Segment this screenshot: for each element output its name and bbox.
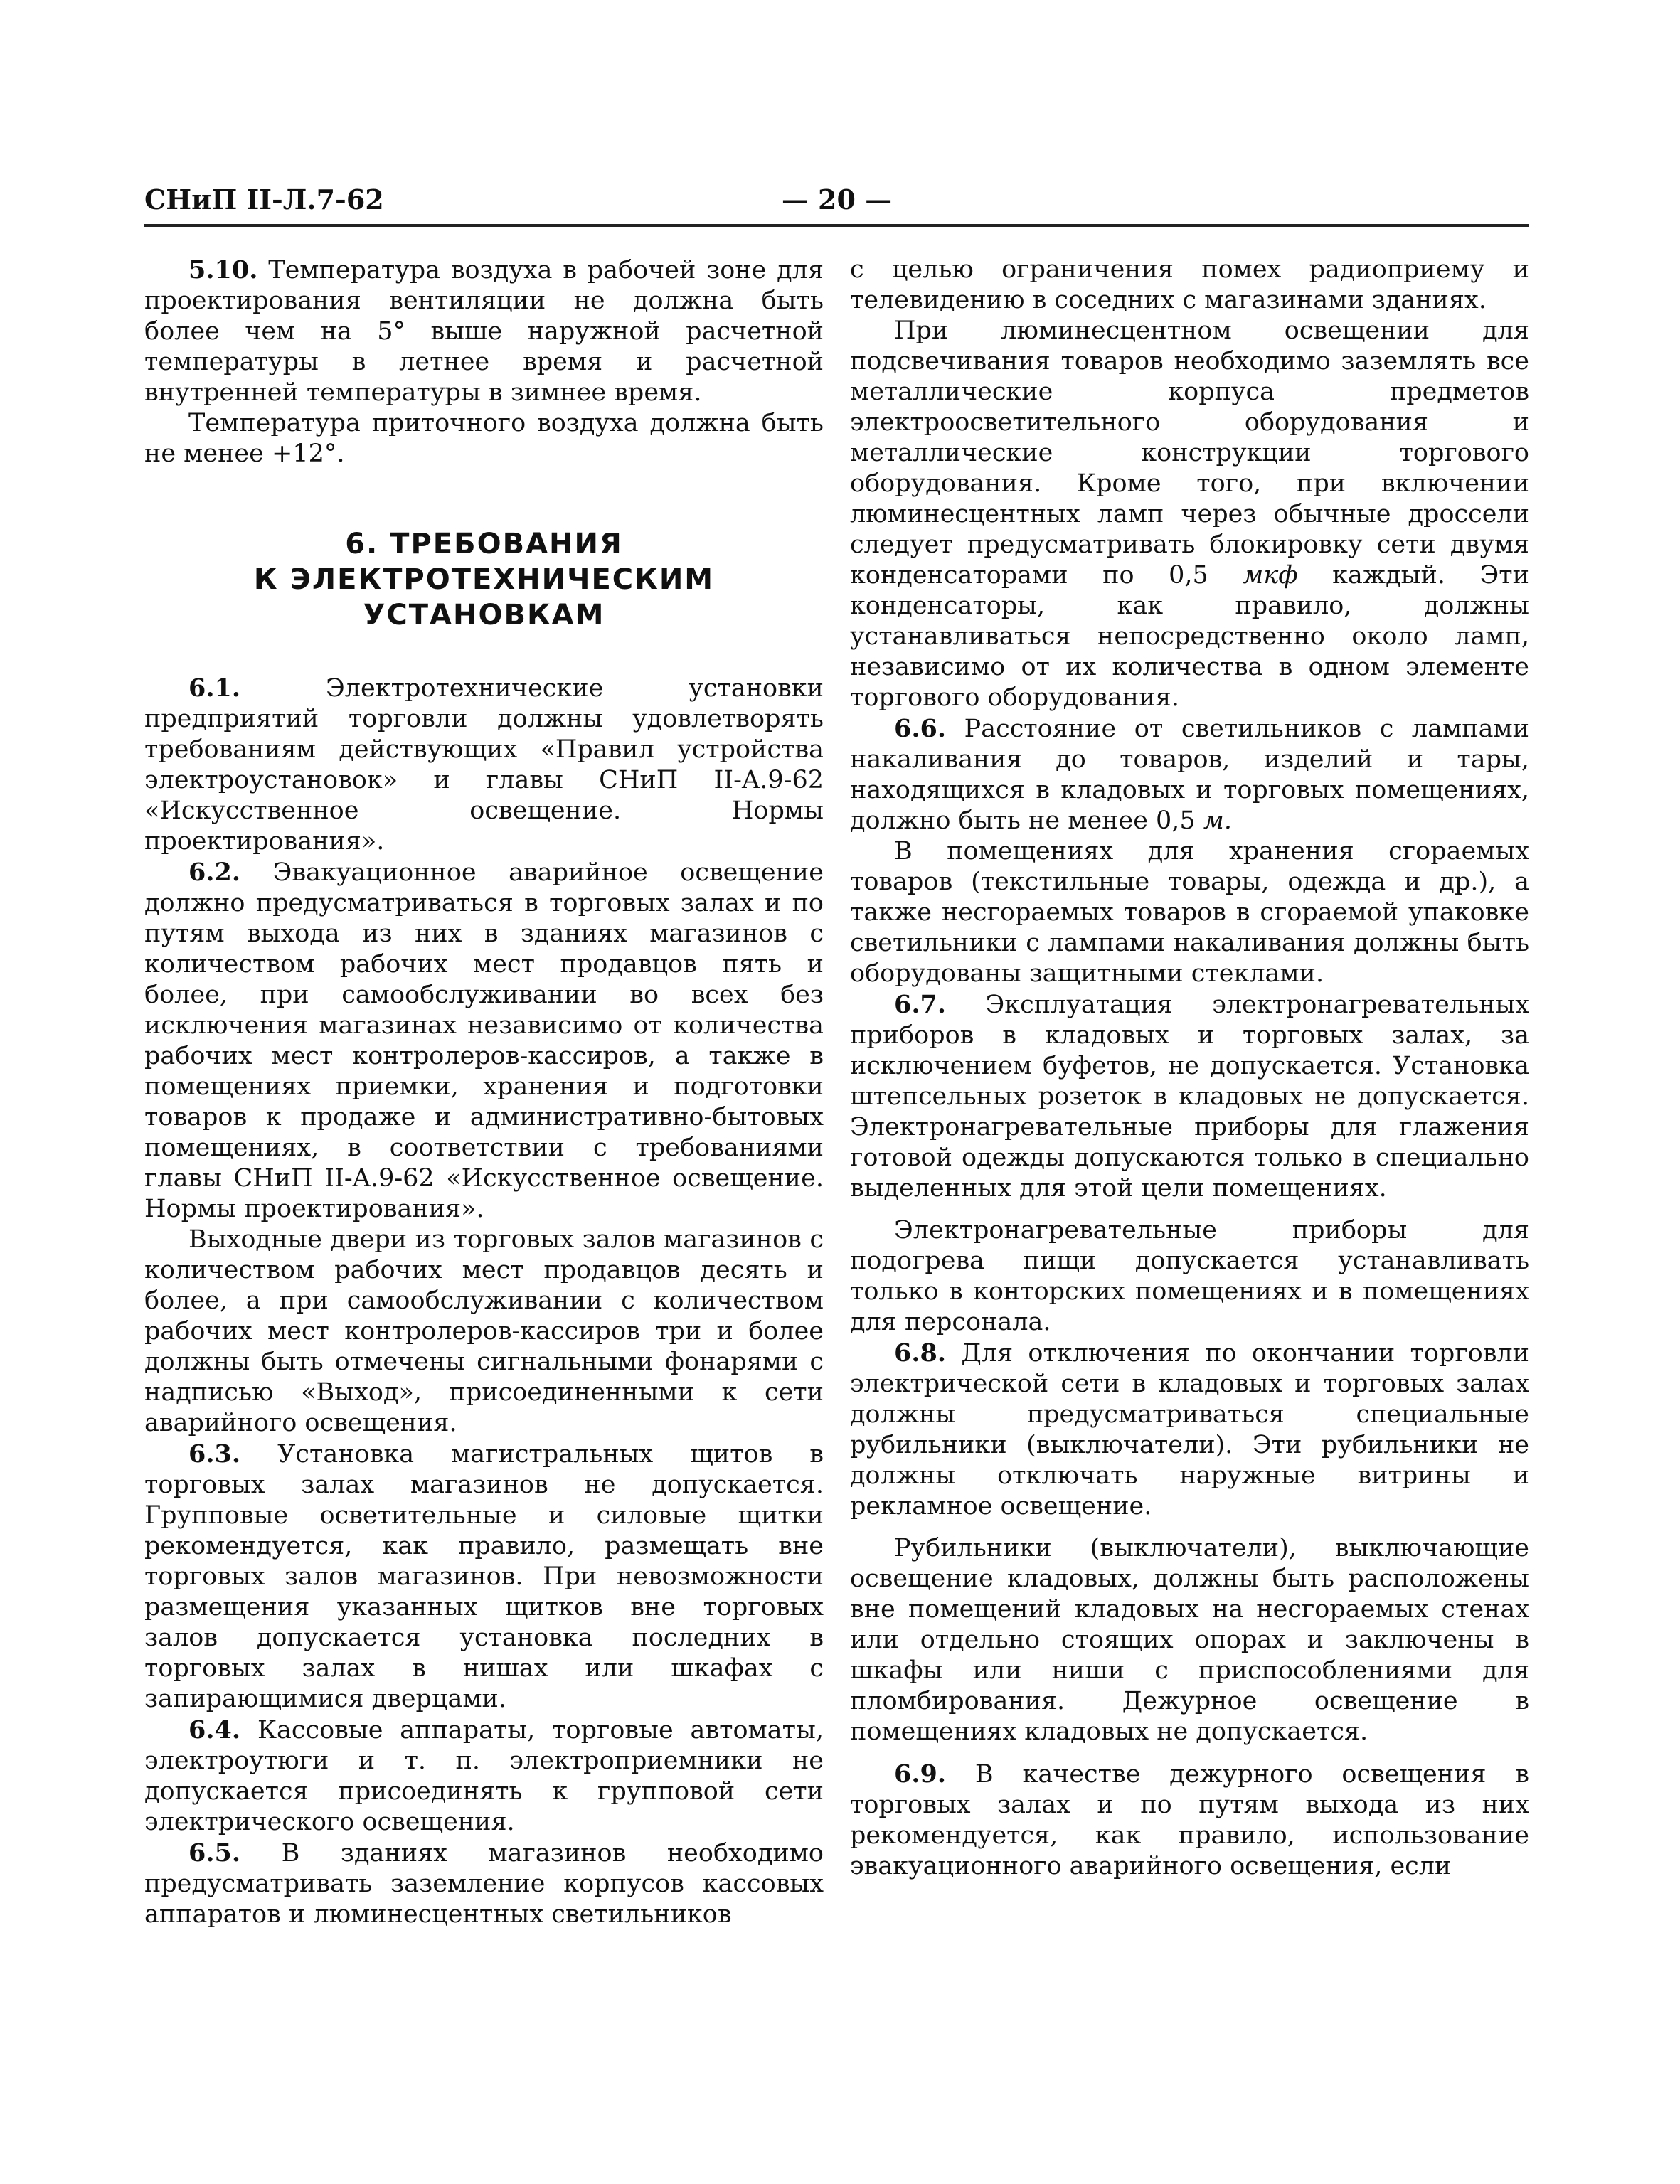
paragraph-6-6-cont: В помещениях для хранения сгораемых товаров (текстильные товары, одежда и др.), а также несгораемых товаров в сгораемой упаковке светильники с лампами накаливания должны быть оборудованы защитными стеклами.: [850, 837, 1529, 988]
paragraph-text: При люминесцентном освещении для подсвечивания товаров необходимо заземлять все металлические корпуса предметов электроосветительного оборудования и металлические конструкции торгового оборудования. Кроме того, при включении люминесцентных ламп через обычные дроссели следует предусматривать блокировку сети двумя конденсаторами по 0,5: [850, 316, 1529, 590]
paragraph-6-6: [850, 713, 1529, 836]
header-rule: [144, 224, 1529, 227]
paragraph-6-8-cont: Рубильники (выключатели), выключающие освещение кладовых, должны быть расположены вне помещений кладовых на несгораемых стенах или отдельно стоящих опорах и заключены в шкафы или ниши с приспособлениями для пломбирования. Дежурное освещение в помещениях кладовых не допускается.: [850, 1534, 1529, 1746]
paragraph-text: В зданиях магазинов необходимо предусматривать заземление корпусов кассовых аппаратов и люминесцентных светильников: [144, 1839, 824, 1929]
paragraph-6-1: [144, 673, 824, 857]
paragraph-text: Установка магистральных щитов в торговых залах магазинов не допускается. Групповые осветительные и силовые щитки рекомендуется, как правило, размещать вне торговых залов магазинов. При невозможности размещения указанных щитков вне торговых залов допускается установка последних в торговых залах в нишах или шкафах с запирающимися дверцами.: [144, 1440, 824, 1713]
clause-number: 6.7.: [894, 990, 947, 1019]
clause-number: 6.4.: [188, 1715, 241, 1744]
paragraph-6-3: [144, 1439, 824, 1715]
paragraph-text: каждый. Эти конденсаторы, как правило, должны устанавливаться непосредственно около ламп, независимо от их количества в одном элементе торгового оборудования.: [850, 561, 1529, 712]
unit-text: м.: [1203, 806, 1232, 835]
paragraph-text: В качестве дежурного освещения в торговых залах и по путям выхода из них рекомендуется, как правило, использование эвакуационного аварийного освещения, если: [850, 1760, 1529, 1880]
paragraph-5-10-cont: Температура приточного воздуха должна быть не менее +12°.: [144, 409, 824, 468]
paragraph-6-5-second: [850, 316, 1529, 713]
paragraph-text: Электротехнические установки предприятий торговли должны удовлетворять требованиям действующих «Правил устройства электроустановок» и главы СНиП II-A.9-62 «Искусственное освещение. Нормы проектирования».: [144, 674, 824, 856]
paragraph-6-9: [850, 1759, 1529, 1882]
paragraph-6-5: [144, 1838, 824, 1930]
paragraph-text: Для отключения по окончании торговли электрической сети в кладовых и торговых залах должны предусматриваться специальные рубильники (выключатели). Эти рубильники не должны отключать наружные витрины и рекламное освещение.: [850, 1339, 1529, 1520]
paragraph-text: Эвакуационное аварийное освещение должно предусматриваться в торговых залах и по путям выхода из них в зданиях магазинов с количеством рабочих мест продавцов пять и более, при самообслуживании во всех без исключения магазинах независимо от количества рабочих мест контролеров-кассиров, а также в помещениях приемки, хранения и подготовки товаров к продаже и административно-бытовых помещениях, в соответствии с требованиями главы СНиП II-A.9-62 «Искусственное освещение. Нормы проектирования».: [144, 858, 824, 1223]
clause-number: 5.10.: [188, 255, 258, 284]
clause-number: 6.6.: [894, 714, 947, 743]
paragraph-6-2-cont: Выходные двери из торговых залов магазинов с количеством рабочих мест продавцов десять и более, а при самообслуживании с количеством рабочих мест контролеров-кассиров три и более должны быть отмечены сигнальными фонарями с надписью «Выход», присоединенными к сети аварийного освещения.: [144, 1225, 824, 1437]
section-title-line: УСТАНОВКАМ: [363, 599, 605, 632]
page-number: — 20 —: [781, 183, 893, 215]
section-title-line: К ЭЛЕКТРОТЕХНИЧЕСКИМ: [253, 563, 715, 596]
paragraph-6-7-cont: Электронагревательные приборы для подогрева пищи допускается устанавливать только в конторских помещениях и в помещениях для персонала.: [850, 1216, 1529, 1336]
paragraph-text: Эксплуатация электронагревательных приборов в кладовых и торговых залах, за исключением буфетов, не допускается. Установка штепсельных розеток в кладовых не допускается. Электронагревательные приборы для глажения готовой одежды допускаются только в специально выделенных для этой цели помещениях.: [850, 991, 1529, 1203]
paragraph-5-10: [144, 255, 824, 408]
clause-number: 6.9.: [894, 1759, 947, 1789]
clause-number: 6.8.: [894, 1338, 947, 1368]
section-title: [144, 526, 824, 633]
paragraph-text: Кассовые аппараты, торговые автоматы, электроутюги и т. п. электроприемники не допускается присоединять к групповой сети электрического освещения.: [144, 1716, 824, 1836]
page-header: [144, 183, 1529, 226]
paragraph-text: Расстояние от светильников с лампами накаливания до товаров, изделий и тары, находящихся в кладовых и торговых помещениях, должно быть не менее 0,5: [850, 715, 1529, 835]
paragraph-6-7: [850, 989, 1529, 1204]
paragraph-text: Температура воздуха в рабочей зоне для проектирования вентиляции не должна быть более чем на 5° выше наружной расчетной температуры в летнее время и расчетной внутренней температуры в зимнее время.: [144, 256, 824, 407]
right-column: [850, 255, 1529, 1882]
paragraph-6-4: [144, 1715, 824, 1838]
clause-number: 6.1.: [188, 673, 241, 703]
document-code: СНиП II-Л.7-62: [144, 183, 384, 215]
clause-number: 6.5.: [188, 1838, 241, 1868]
unit-text: мкф: [1243, 561, 1298, 590]
clause-number: 6.2.: [188, 858, 241, 887]
left-column: [144, 255, 824, 1930]
paragraph-6-8: [850, 1338, 1529, 1522]
clause-number: 6.3.: [188, 1439, 241, 1469]
paragraph-6-5-cont: с целью ограничения помех радиоприему и телевидению в соседних с магазинами зданиях.: [850, 255, 1529, 314]
section-title-line: 6. ТРЕБОВАНИЯ: [345, 528, 623, 560]
paragraph-6-2: [144, 857, 824, 1225]
